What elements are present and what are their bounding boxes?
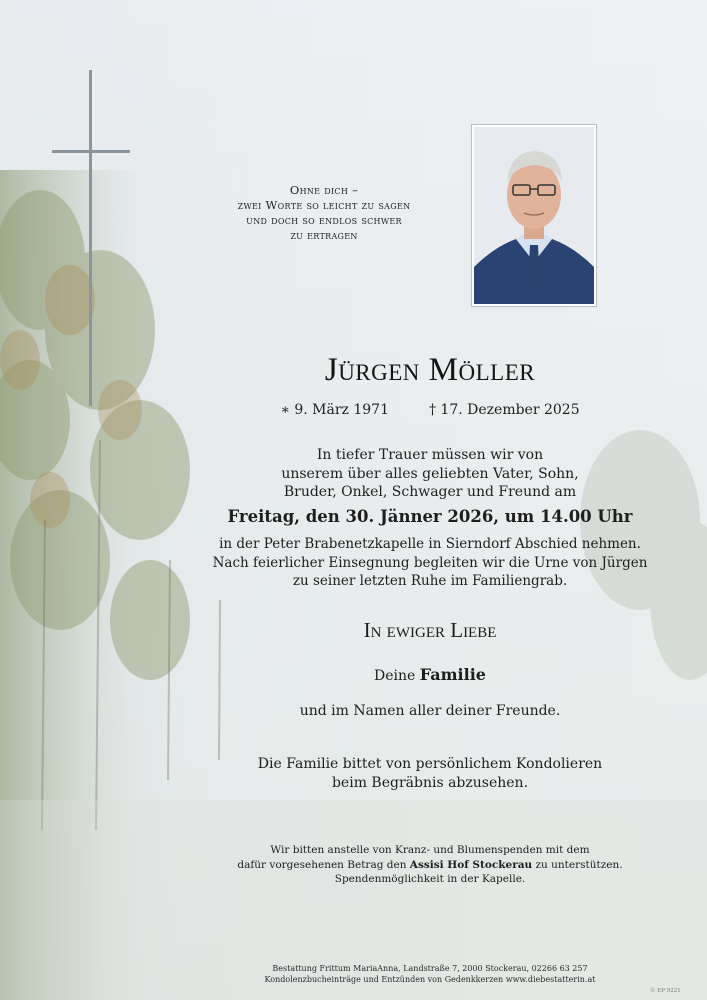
poem-line: und doch so endlos schwer: [246, 213, 402, 227]
footer-line: Bestattung Frittum MariaAnna, Landstraße 7, 2000 Stockerau, 02266 63 257: [272, 964, 588, 973]
intro-line: Bruder, Onkel, Schwager und Freund am: [283, 484, 577, 500]
funeral-datetime: Freitag, den 30. Jänner 2026, um 14.00 Uhr: [227, 507, 633, 526]
intro-line: unserem über alles geliebten Vater, Sohn,: [281, 465, 579, 482]
poem-line: zwei Worte so leicht zu sagen: [237, 198, 411, 212]
donation-line: [190, 858, 670, 873]
condolence-request: [190, 755, 670, 792]
ceremony-details: [190, 535, 670, 591]
friends-line: und im Namen aller deiner Freunde.: [299, 703, 561, 719]
cross-vertical-bar: [89, 70, 92, 406]
reference-code: © EP 9221: [650, 988, 681, 994]
poem-line: Ohne dich –: [289, 183, 359, 197]
family-signature: [190, 665, 670, 684]
ceremony-line: in der Peter Brabenetzkapelle in Sierndorf Abschied nehmen.: [219, 536, 641, 552]
donation-text: zu unterstützen.: [532, 858, 623, 871]
family-prefix: Deine: [374, 668, 416, 684]
family-word: Familie: [419, 665, 486, 684]
ceremony-line: zu seiner letzten Ruhe im Familiengrab.: [292, 573, 568, 589]
donation-note: [190, 843, 670, 887]
poem-line: zu ertragen: [290, 228, 358, 242]
portrait-image: [474, 127, 594, 304]
condolence-line: Die Familie bittet von persönlichem Kondolieren: [257, 756, 603, 772]
death-date: † 17. Dezember 2025: [428, 402, 580, 418]
charity-name: Assisi Hof Stockerau: [409, 858, 533, 871]
motto: In ewiger Liebe: [363, 618, 497, 642]
cross-horizontal-bar: [52, 150, 130, 153]
condolence-line: beim Begräbnis abzusehen.: [331, 774, 529, 791]
announcement-intro: [190, 446, 670, 502]
ceremony-line: Nach feierlicher Einsegnung begleiten wir die Urne von Jürgen: [212, 554, 648, 571]
intro-line: In tiefer Trauer müssen wir von: [316, 447, 544, 463]
donation-line: Spendenmöglichkeit in der Kapelle.: [334, 873, 526, 885]
footer-line: Kondolenzbucheinträge und Entzünden von Gedenkkerzen www.diebestatterin.at: [264, 975, 596, 984]
deceased-name: Jürgen Möller: [324, 352, 536, 388]
funeral-home-footer: [190, 963, 670, 985]
donation-line: Wir bitten anstelle von Kranz- und Blumenspenden mit dem: [270, 844, 590, 856]
donation-text: dafür vorgesehenen Betrag den: [237, 858, 410, 871]
memorial-poem: [228, 183, 420, 243]
life-dates: [200, 402, 660, 418]
portrait-photo: [471, 124, 597, 307]
birth-date: ∗ 9. März 1971: [280, 402, 389, 418]
